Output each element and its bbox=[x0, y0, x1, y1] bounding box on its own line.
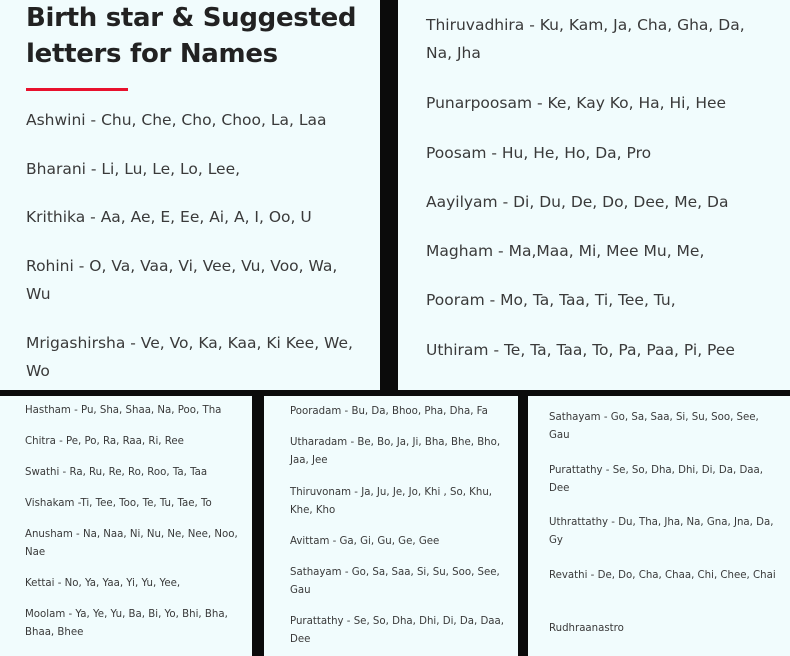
star-entry-hastham: Hastham - Pu, Sha, Shaa, Na, Poo, Tha bbox=[25, 405, 222, 416]
star-entry-kettai: Kettai - No, Ya, Yaa, Yi, Yu, Yee, bbox=[25, 578, 181, 589]
panel-stars-5 bbox=[528, 396, 790, 656]
star-entry-anusham: Anusham - Na, Naa, Ni, Nu, Ne, Nee, Noo, Nae bbox=[25, 529, 238, 558]
star-entry-mrigashirsha: Mrigashirsha - Ve, Vo, Ka, Kaa, Ki Kee, We, Wo bbox=[26, 334, 353, 380]
star-entry-vishakam: Vishakam -Ti, Tee, Too, Te, Tu, Tae, To bbox=[25, 498, 212, 509]
star-entry-sathayam: Sathayam - Go, Sa, Saa, Si, Su, Soo, See, Gau bbox=[290, 567, 500, 596]
star-entry-rohini: Rohini - O, Va, Vaa, Vi, Vee, Vu, Voo, Wa, Wu bbox=[26, 257, 338, 303]
star-entry-magham: Magham - Ma,Maa, Mi, Mee Mu, Me, bbox=[426, 242, 705, 260]
panel-stars-4 bbox=[264, 396, 518, 656]
page-title: Birth star & Suggested letters for Names bbox=[26, 3, 357, 69]
panel-stars-1 bbox=[0, 0, 380, 390]
star-entry-swathi: Swathi - Ra, Ru, Re, Ro, Roo, Ta, Taa bbox=[25, 467, 208, 478]
panel-stars-2 bbox=[398, 0, 790, 390]
star-entry-uthiram: Uthiram - Te, Ta, Taa, To, Pa, Paa, Pi, Pee bbox=[426, 341, 735, 359]
star-entry-krithika: Krithika - Aa, Ae, E, Ee, Ai, A, I, Oo, U bbox=[26, 208, 312, 226]
star-entry-bharani: Bharani - Li, Lu, Le, Lo, Lee, bbox=[26, 160, 241, 178]
star-entry-revathi: Revathi - De, Do, Cha, Chaa, Chi, Chee, Chai bbox=[549, 570, 776, 581]
star-entry-punarpoosam: Punarpoosam - Ke, Kay Ko, Ha, Hi, Hee bbox=[426, 94, 727, 112]
star-entry-avittam: Avittam - Ga, Gi, Gu, Ge, Gee bbox=[290, 536, 440, 547]
star-entry-purattathy: Purattathy - Se, So, Dha, Dhi, Di, Da, Daa, Dee bbox=[290, 616, 505, 645]
star-entry-pooram: Pooram - Mo, Ta, Taa, Ti, Tee, Tu, bbox=[426, 291, 676, 309]
star-entry-moolam: Moolam - Ya, Ye, Yu, Ba, Bi, Yo, Bhi, Bha, Bhaa, Bhee bbox=[25, 609, 228, 638]
footer-credit: Rudhraanastro bbox=[549, 623, 624, 634]
star-entry-pooradam: Pooradam - Bu, Da, Bhoo, Pha, Dha, Fa bbox=[290, 406, 488, 417]
panel-stars-3 bbox=[0, 396, 252, 656]
star-entry-uthrattathy: Uthrattathy - Du, Tha, Jha, Na, Gna, Jna, Da, Gy bbox=[549, 517, 774, 546]
star-entry-purattathy: Purattathy - Se, So, Dha, Dhi, Di, Da, Daa, Dee bbox=[549, 465, 764, 494]
star-entry-sathayam: Sathayam - Go, Sa, Saa, Si, Su, Soo, See, Gau bbox=[549, 412, 759, 441]
title-underline bbox=[26, 88, 128, 91]
star-entry-chitra: Chitra - Pe, Po, Ra, Raa, Ri, Ree bbox=[25, 436, 184, 447]
star-entry-poosam: Poosam - Hu, He, Ho, Da, Pro bbox=[426, 144, 652, 162]
star-entry-aayilyam: Aayilyam - Di, Du, De, Do, Dee, Me, Da bbox=[426, 193, 729, 211]
star-entry-ashwini: Ashwini - Chu, Che, Cho, Choo, La, Laa bbox=[26, 111, 327, 129]
star-entry-thiruvonam: Thiruvonam - Ja, Ju, Je, Jo, Khi , So, Khu, Khe, Kho bbox=[290, 487, 493, 516]
star-entry-thiruvadhira: Thiruvadhira - Ku, Kam, Ja, Cha, Gha, Da, Na, Jha bbox=[426, 16, 745, 62]
star-entry-utharadam: Utharadam - Be, Bo, Ja, Ji, Bha, Bhe, Bho, Jaa, Jee bbox=[290, 437, 501, 466]
